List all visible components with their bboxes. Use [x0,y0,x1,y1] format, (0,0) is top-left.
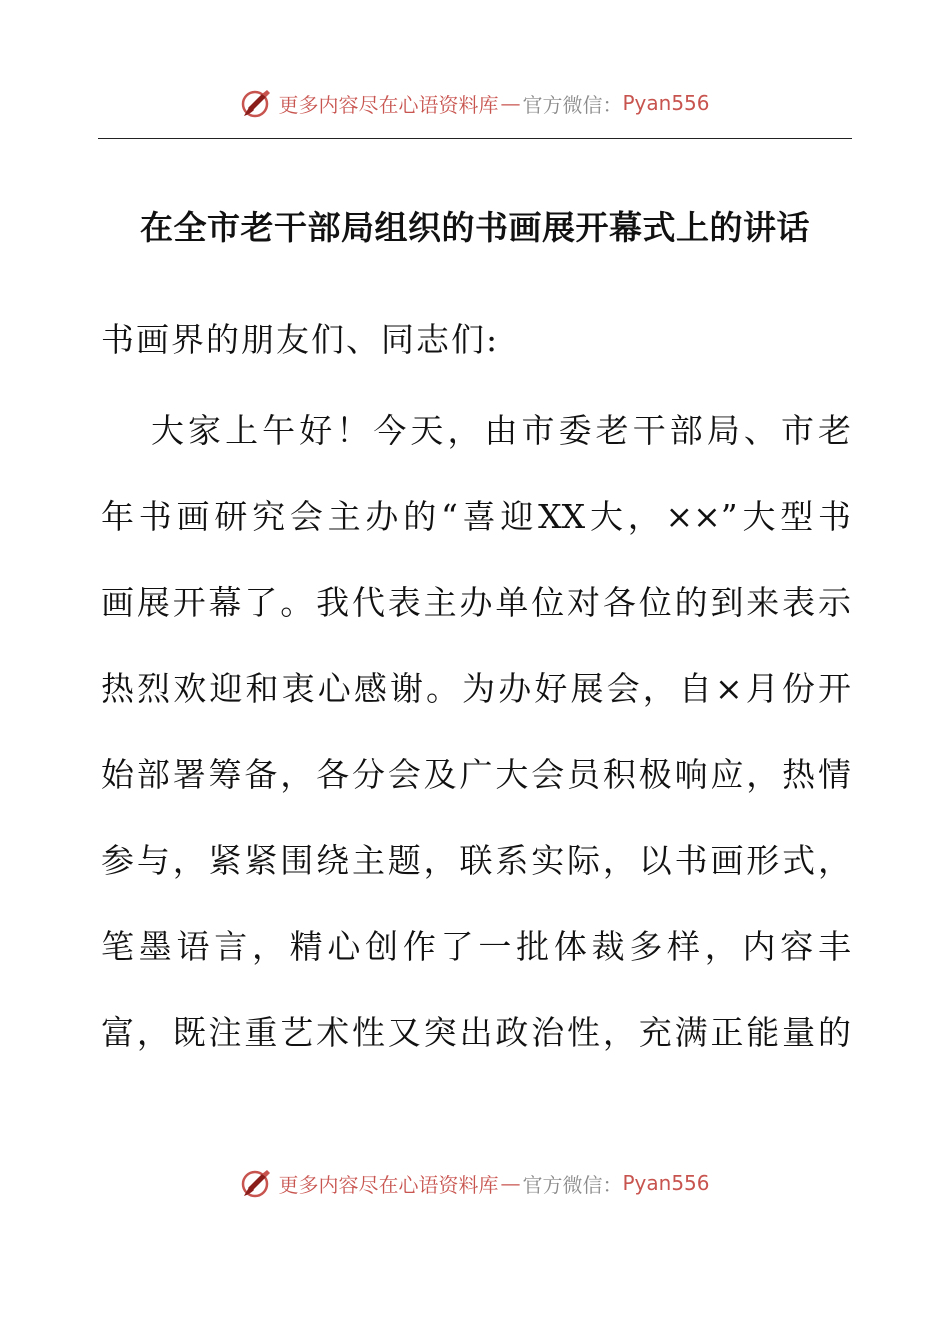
body-line: 热烈欢迎和衷心感谢。为办好展会，自×月份开 [101,669,851,708]
banner-wechat-id: Pyan556 [622,91,710,115]
document-title: 在全市老干部局组织的书画展开幕式上的讲话 [140,208,810,247]
pen-circle-logo-icon [240,86,274,120]
header-rule [98,138,852,139]
body-line: 大家上午好！今天，由市委老干部局、市老 [151,411,851,450]
banner-text: 更多内容尽在心语资料库 [278,1172,499,1197]
body-line: 参与，紧紧围绕主题，联系实际，以书画形式， [101,841,851,880]
banner-dash: — [500,1171,521,1195]
body-line: 始部署筹备，各分会及广大会员积极响应，热情 [101,755,851,794]
banner-text: 更多内容尽在心语资料库 [278,92,499,117]
pen-circle-logo-icon [240,1166,274,1200]
salutation: 书画界的朋友们、同志们: [101,320,500,359]
header-banner [0,83,950,123]
footer-banner [0,1163,950,1203]
body-line: 富，既注重艺术性又突出政治性，充满正能量的 [101,1013,851,1052]
banner-wechat-label: 官方微信： [522,1172,623,1197]
body-line: 年书画研究会主办的“喜迎XX大，××”大型书 [101,497,851,536]
body-line: 画展开幕了。我代表主办单位对各位的到来表示 [101,583,851,622]
banner-wechat-id: Pyan556 [622,1171,710,1195]
banner-dash: — [500,91,521,115]
banner-wechat-label: 官方微信： [522,92,623,117]
body-line: 笔墨语言，精心创作了一批体裁多样，内容丰 [101,927,851,966]
